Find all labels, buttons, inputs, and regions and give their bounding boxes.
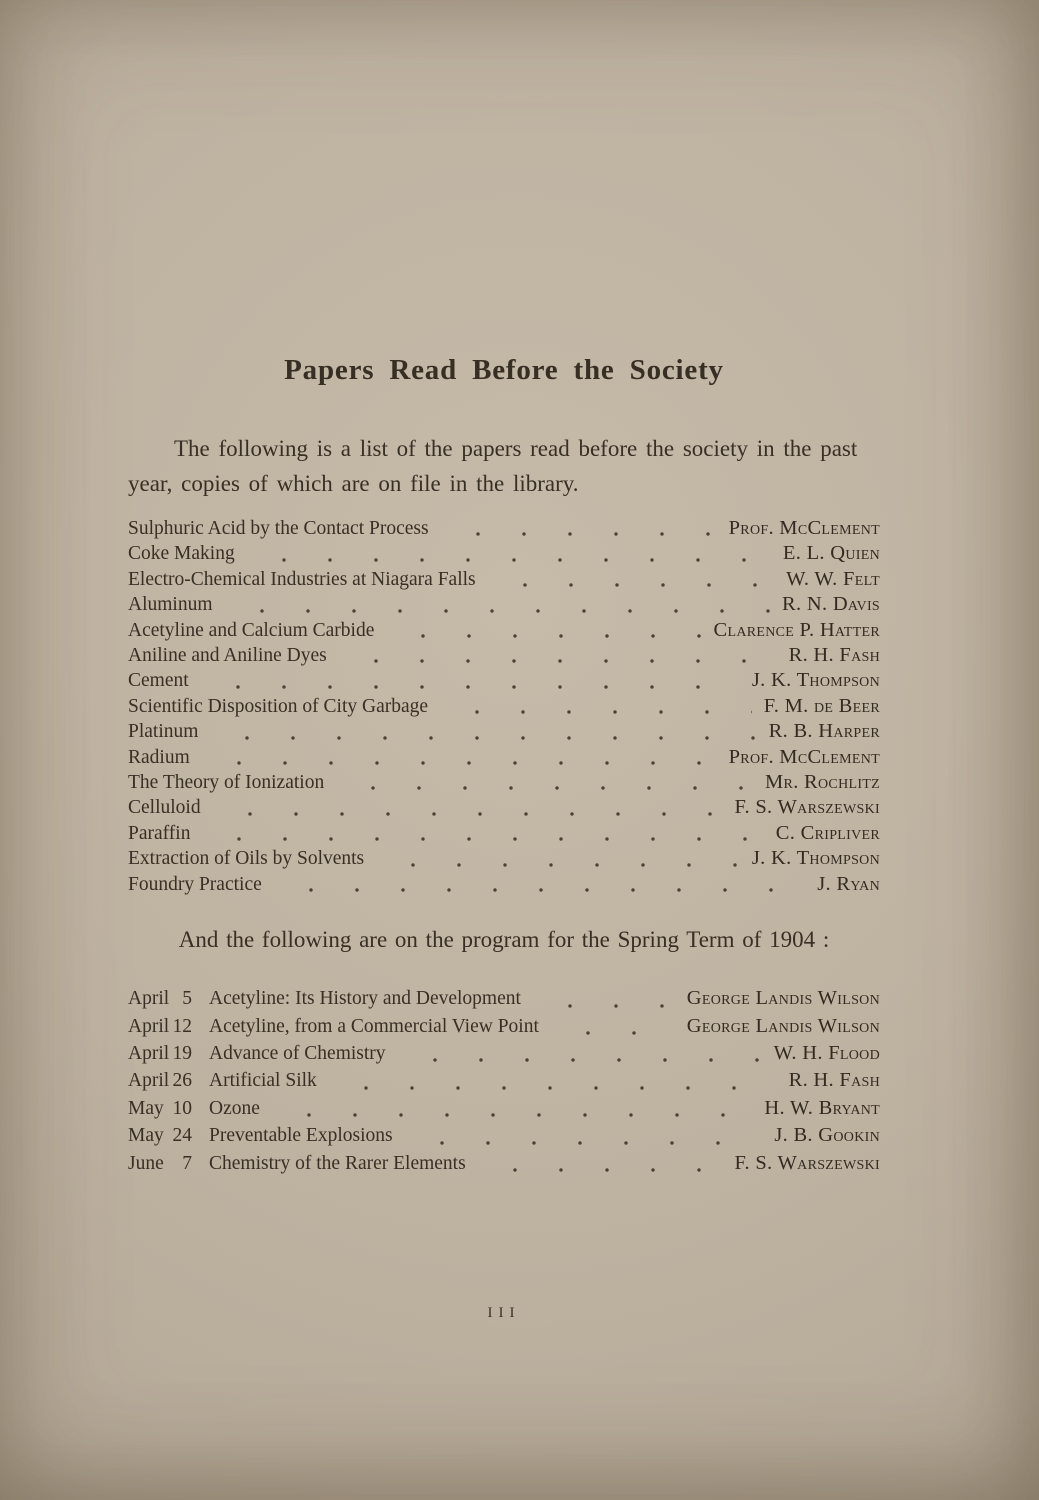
program-title: Artificial Silk — [209, 1070, 317, 1092]
program-month: May — [128, 1097, 164, 1119]
program-date — [128, 1123, 192, 1149]
paper-list-row — [128, 795, 880, 820]
program-date — [128, 1041, 192, 1067]
spring-program-list — [128, 985, 880, 1177]
paper-author: Clarence P. Hatter — [713, 618, 880, 641]
program-list-row — [128, 1013, 880, 1040]
dot-leader — [482, 1150, 723, 1177]
paper-list-row — [128, 694, 880, 719]
dot-leader — [390, 618, 701, 643]
page-content — [128, 0, 880, 1322]
paper-list-row — [128, 592, 880, 617]
program-title: Advance of Chemistry — [209, 1042, 386, 1064]
paper-author: J. K. Thompson — [751, 669, 880, 692]
paper-title: Electro-Chemical Industries at Niagara Falls — [128, 568, 476, 590]
intro-paragraph: The following is a list of the papers read before the society in the past year, copies of which are on file in the library. — [128, 436, 858, 496]
program-day: 26 — [172, 1070, 192, 1092]
paper-list-row — [128, 668, 880, 693]
dot-leader — [402, 1040, 762, 1067]
program-day: 19 — [172, 1042, 192, 1064]
paper-author: Prof. McClement — [728, 745, 880, 768]
program-author: R. H. Fash — [788, 1069, 880, 1092]
program-month: April — [128, 1015, 170, 1037]
paper-author: Prof. McClement — [728, 517, 880, 539]
program-title: Chemistry of the Rarer Elements — [209, 1152, 466, 1174]
program-date — [128, 1151, 192, 1177]
paper-title: Celluloid — [128, 797, 201, 819]
paper-author: R. H. Fash — [788, 644, 880, 667]
paper-list-row — [128, 846, 880, 871]
paper-title: Aluminum — [128, 594, 213, 616]
program-list-row — [128, 1067, 880, 1094]
paper-list-row — [128, 541, 880, 566]
program-month: June — [128, 1152, 164, 1174]
program-date — [128, 1014, 192, 1040]
paper-title: The Theory of Ionization — [128, 772, 325, 794]
paper-title: Radium — [128, 746, 190, 768]
dot-leader — [445, 516, 717, 541]
program-day: 24 — [172, 1125, 192, 1147]
program-list-row — [128, 985, 880, 1012]
paper-title: Coke Making — [128, 543, 235, 565]
paper-author: J. K. Thompson — [751, 847, 880, 870]
dot-leader — [409, 1122, 763, 1149]
paper-title: Paraffin — [128, 822, 191, 844]
paper-title: Cement — [128, 670, 189, 692]
program-list-row — [128, 1095, 880, 1122]
dot-leader — [340, 770, 753, 795]
dot-leader — [555, 1013, 675, 1040]
paper-title: Platinum — [128, 721, 199, 743]
program-list-row — [128, 1122, 880, 1149]
program-date — [128, 986, 192, 1012]
paper-title: Aniline and Aniline Dyes — [128, 645, 327, 667]
program-title: Ozone — [209, 1097, 260, 1119]
paper-author: F. S. Warszewski — [734, 796, 880, 819]
page-title: Papers Read Before the Society — [284, 354, 724, 386]
dot-leader — [343, 643, 777, 668]
paper-list-row — [128, 643, 880, 668]
paper-author: Mr. Rochlitz — [765, 771, 880, 794]
program-title: Preventable Explosions — [209, 1125, 393, 1147]
paper-list-row — [128, 821, 880, 846]
dot-leader — [206, 821, 763, 846]
dot-leader — [251, 541, 771, 566]
paper-author: J. Ryan — [817, 872, 880, 895]
paper-title: Sulphuric Acid by the Contact Process — [128, 518, 429, 539]
dot-leader — [537, 985, 675, 1012]
paper-author: F. M. de Beer — [763, 694, 880, 717]
program-date — [128, 1096, 192, 1122]
dot-leader — [333, 1067, 777, 1094]
program-author: F. S. Warszewski — [734, 1151, 880, 1174]
program-list-row — [128, 1040, 880, 1067]
dot-leader — [214, 719, 756, 744]
dot-leader — [380, 846, 740, 871]
program-title: Acetyline: Its History and Development — [209, 988, 521, 1010]
dot-leader — [217, 795, 723, 820]
dot-leader — [229, 592, 771, 617]
program-month: May — [128, 1125, 164, 1147]
paper-list-row — [128, 618, 880, 643]
program-month: April — [128, 1042, 170, 1064]
page-number: III — [487, 1304, 521, 1321]
program-list-row — [128, 1150, 880, 1177]
program-date — [128, 1068, 192, 1094]
papers-read-list — [128, 516, 880, 897]
paper-author: C. Cripliver — [775, 821, 880, 844]
spring-term-heading: And the following are on the program for the Spring Term of 1904 : — [178, 927, 830, 953]
program-day: 5 — [182, 988, 192, 1010]
paper-title: Foundry Practice — [128, 873, 262, 895]
paper-title: Extraction of Oils by Solvents — [128, 848, 365, 870]
program-month: April — [128, 1070, 170, 1092]
dot-leader — [276, 1095, 753, 1122]
paper-list-row — [128, 719, 880, 744]
paper-title: Acetyline and Calcium Carbide — [128, 619, 375, 641]
paper-author: E. L. Quien — [782, 542, 880, 565]
paper-list-row — [128, 567, 880, 592]
paper-author: W. W. Felt — [786, 567, 880, 590]
paper-list-row — [128, 872, 880, 897]
dot-leader — [492, 567, 775, 592]
paper-list-row — [128, 516, 880, 541]
dot-leader — [206, 745, 717, 770]
paper-list-row — [128, 745, 880, 770]
program-author: George Landis Wilson — [686, 987, 880, 1010]
paper-list-row — [128, 770, 880, 795]
program-month: April — [128, 988, 170, 1010]
dot-leader — [278, 872, 805, 897]
program-author: George Landis Wilson — [686, 1014, 880, 1037]
paper-title: Scientific Disposition of City Garbage — [128, 695, 429, 717]
program-author: W. H. Flood — [773, 1041, 880, 1064]
program-author: J. B. Gookin — [774, 1124, 880, 1147]
program-day: 7 — [182, 1152, 192, 1174]
paper-author: R. N. Davis — [782, 593, 880, 616]
paper-author: R. B. Harper — [768, 720, 880, 743]
program-author: H. W. Bryant — [764, 1096, 880, 1119]
program-day: 12 — [172, 1015, 192, 1037]
dot-leader — [444, 694, 752, 719]
program-day: 10 — [172, 1097, 192, 1119]
program-title: Acetyline, from a Commercial View Point — [209, 1015, 539, 1037]
dot-leader — [205, 668, 740, 693]
